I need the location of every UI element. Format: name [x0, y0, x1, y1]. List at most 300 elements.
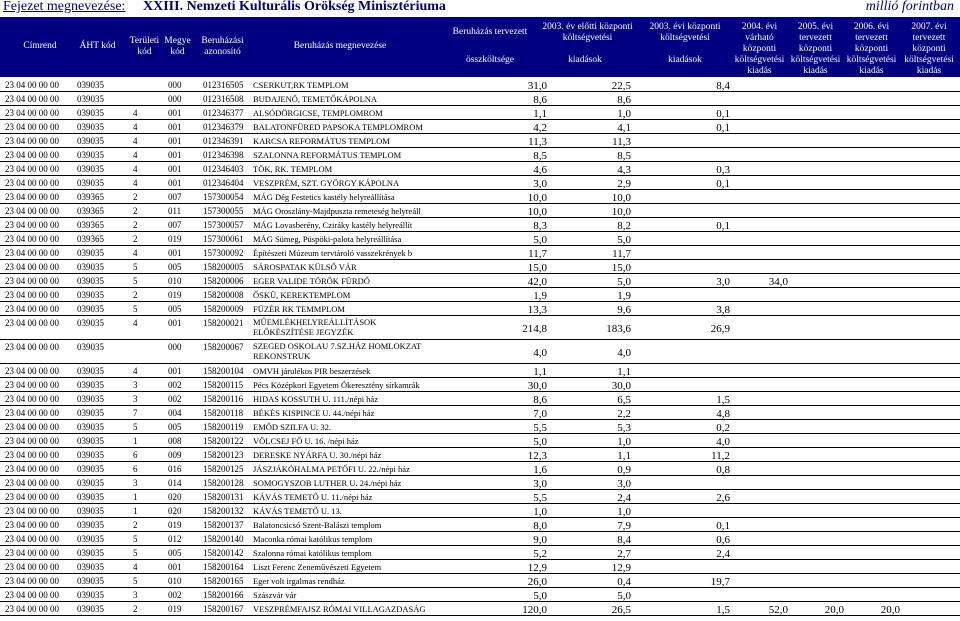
cell-elotti: 1,9 — [617, 290, 631, 302]
cell-teruleti: 1 — [133, 492, 138, 502]
cell-name: DERESKE NYÁRFA U. 30./népi ház — [253, 450, 382, 460]
cell-elotti: 11,7 — [612, 248, 631, 260]
cell-cimrend: 23 04 00 00 00 — [5, 408, 59, 418]
cell-azonosito: 158200165 — [203, 576, 244, 586]
col-2003: 2003. évi központi költségvetési — [649, 22, 721, 43]
cell-teruleti: 4 — [133, 318, 138, 328]
table-header — [0, 17, 960, 77]
cell-elotti: 2,7 — [617, 548, 631, 560]
cell-name: VESZPRÉMFAJSZ RÓMAI VILLAGAZDASÁG — [253, 604, 426, 614]
cell-name: Eger volt irgalmas rendház — [253, 576, 345, 586]
cell-osszkoltseg: 4,2 — [533, 122, 547, 134]
cell-megye: 005 — [168, 422, 182, 432]
cell-teruleti: 4 — [133, 122, 138, 132]
cell-name: KÁVÁS TEMETŐ U. 13. — [253, 506, 342, 516]
cell-cimrend: 23 04 00 00 00 — [5, 562, 59, 572]
col-megnevezes: Beruházás megnevezése — [293, 41, 387, 51]
cell-megye: 016 — [168, 464, 182, 474]
cell-teruleti: 4 — [133, 248, 138, 258]
cell-osszkoltseg: 12,3 — [527, 450, 547, 462]
cell-name: SZALONNA REFORMÁTUS TEMPLOM — [253, 150, 402, 160]
cell-teruleti: 4 — [133, 136, 138, 146]
cell-megye: 000 — [168, 94, 182, 104]
cell-2003: 3,0 — [716, 276, 730, 288]
cell-osszkoltseg: 5,5 — [533, 492, 547, 504]
cell-teruleti: 3 — [133, 380, 138, 390]
cell-aht: 039035 — [77, 450, 104, 460]
cell-cimrend: 23 04 00 00 00 — [5, 548, 59, 558]
table-row — [0, 176, 960, 190]
cell-teruleti: 5 — [133, 262, 138, 272]
cell-teruleti: 6 — [133, 464, 138, 474]
cell-osszkoltseg: 3,0 — [533, 178, 547, 190]
cell-teruleti: 2 — [133, 192, 138, 202]
table-row — [0, 148, 960, 162]
cell-azonosito: 012346398 — [203, 150, 244, 160]
cell-azonosito: 158200021 — [203, 318, 244, 328]
cell-osszkoltseg: 31,0 — [527, 80, 547, 92]
cell-name: Liszt Ferenc Zeneművészeti Egyetem — [253, 562, 382, 572]
cell-elotti: 22,5 — [611, 80, 631, 92]
cell-name: KÁVÁS TEMETŐ U. 11./népi ház — [253, 492, 373, 502]
cell-azonosito: 158200119 — [203, 422, 244, 432]
ministry-title: XXIII. Nemzeti Kulturális Örökség Minisztériuma — [143, 0, 446, 14]
cell-megye: 010 — [168, 576, 182, 586]
cell-elotti: 5,0 — [617, 276, 631, 288]
cell-name: EGER VALIDE TÖRÖK FÜRDŐ — [253, 276, 370, 286]
cell-osszkoltseg: 1,0 — [533, 506, 547, 518]
cell-megye: 005 — [168, 548, 182, 558]
table-row — [0, 288, 960, 302]
cell-name: OMVH járulékos PIR beszerzések — [253, 366, 371, 376]
cell-azonosito: 157300055 — [203, 206, 244, 216]
table-row — [0, 518, 960, 532]
cell-2004: 52,0 — [768, 604, 788, 616]
cell-cimrend: 23 04 00 00 00 — [5, 304, 59, 314]
cell-cimrend: 23 04 00 00 00 — [5, 464, 59, 474]
cell-osszkoltseg: 5,0 — [533, 436, 547, 448]
cell-osszkoltseg: 42,0 — [527, 276, 547, 288]
cell-osszkoltseg: 30,0 — [527, 380, 547, 392]
cell-teruleti: 5 — [133, 304, 138, 314]
cell-cimrend: 23 04 00 00 00 — [5, 164, 59, 174]
cell-megye: 020 — [168, 492, 182, 502]
cell-name: ALSÓDÖRGICSE, TEMPLOMROM — [253, 108, 383, 118]
cell-megye: 014 — [168, 478, 182, 488]
cell-aht: 039035 — [77, 122, 104, 132]
cell-teruleti: 5 — [133, 534, 138, 544]
cell-cimrend: 23 04 00 00 00 — [5, 108, 59, 118]
table-row — [0, 532, 960, 546]
cell-teruleti: 5 — [133, 576, 138, 586]
cell-cimrend: 23 04 00 00 00 — [5, 394, 59, 404]
cell-aht: 039035 — [77, 318, 104, 328]
table-row — [0, 434, 960, 448]
cell-aht: 039035 — [77, 366, 104, 376]
cell-megye: 001 — [168, 150, 182, 160]
cell-teruleti: 4 — [133, 366, 138, 376]
cell-teruleti: 3 — [133, 394, 138, 404]
cell-osszkoltseg: 9,0 — [533, 534, 547, 546]
col-osszkoltseg: összköltsége — [465, 55, 515, 65]
cell-name: SÁROSPATAK KÜLSŐ VÁR — [253, 262, 357, 272]
cell-2003: 0,6 — [716, 534, 730, 546]
cell-cimrend: 23 04 00 00 00 — [5, 178, 59, 188]
cell-megye: 019 — [168, 290, 182, 300]
cell-2003: 26,9 — [710, 323, 730, 335]
cell-osszkoltseg: 214,8 — [522, 323, 547, 335]
cell-cimrend: 23 04 00 00 00 — [5, 576, 59, 586]
cell-teruleti: 3 — [133, 590, 138, 600]
cell-cimrend: 23 04 00 00 00 — [5, 262, 59, 272]
cell-osszkoltseg: 5,2 — [533, 548, 547, 560]
cell-megye: 001 — [168, 108, 182, 118]
col-2005: 2005. évi tervezett központi költségvetési kiadás — [790, 22, 841, 76]
cell-cimrend: 23 04 00 00 00 — [5, 506, 59, 516]
cell-aht: 039365 — [77, 206, 104, 216]
cell-elotti: 1,1 — [617, 450, 631, 462]
table-row — [0, 78, 960, 92]
table-row — [0, 232, 960, 246]
cell-2003: 0,8 — [716, 464, 730, 476]
table-row — [0, 504, 960, 518]
cell-name: VÖLCSEJ FŐ U. 16. /népi ház — [253, 436, 359, 446]
cell-name: KARCSA REFORMÁTUS TEMPLOM — [253, 136, 390, 146]
cell-name: MÁG Dég Festetics kastély helyreállítása — [253, 192, 395, 202]
cell-megye: 001 — [168, 562, 182, 572]
cell-osszkoltseg: 8,5 — [533, 150, 547, 162]
cell-megye: 001 — [168, 178, 182, 188]
cell-aht: 039035 — [77, 408, 104, 418]
cell-aht: 039035 — [77, 276, 104, 286]
cell-teruleti: 5 — [133, 548, 138, 558]
cell-cimrend: 23 04 00 00 00 — [5, 234, 59, 244]
cell-name: SZEGED OSKOLAU 7.SZ.HÁZ HOMLOKZAT REKONSTRUK — [253, 341, 422, 361]
table-body — [0, 78, 960, 616]
cell-megye: 011 — [168, 206, 182, 216]
cell-cimrend: 23 04 00 00 00 — [5, 422, 59, 432]
col-kiadasok1: kiadások — [568, 55, 602, 65]
cell-2003: 3,8 — [716, 304, 730, 316]
cell-azonosito: 012316505 — [203, 80, 244, 90]
cell-cimrend: 23 04 00 00 00 — [5, 436, 59, 446]
cell-azonosito: 012346403 — [203, 164, 244, 174]
cell-teruleti: 3 — [133, 478, 138, 488]
cell-azonosito: 158200128 — [203, 478, 244, 488]
cell-cimrend: 23 04 00 00 00 — [5, 604, 59, 614]
cell-osszkoltseg: 120,0 — [522, 604, 547, 616]
cell-osszkoltseg: 8,0 — [533, 520, 547, 532]
cell-elotti: 4,1 — [617, 122, 631, 134]
cell-aht: 039035 — [77, 164, 104, 174]
cell-name: BALATONFÜRED PAPSOKA TEMPLOMROM — [253, 122, 423, 132]
cell-osszkoltseg: 1,6 — [533, 464, 547, 476]
table-row — [0, 490, 960, 504]
table-row — [0, 120, 960, 134]
cell-teruleti: 6 — [133, 450, 138, 460]
cell-elotti: 1,0 — [617, 436, 631, 448]
table-row — [0, 92, 960, 106]
cell-osszkoltseg: 3,0 — [533, 478, 547, 490]
cell-name: Pécs Középkori Egyetem Ókeresztény sírkamrák — [253, 380, 420, 390]
cell-megye: 019 — [168, 234, 182, 244]
table-row — [0, 420, 960, 434]
cell-azonosito: 158200008 — [203, 290, 244, 300]
cell-2003: 11,2 — [711, 450, 730, 462]
table-row — [0, 274, 960, 288]
cell-elotti: 8,2 — [617, 220, 631, 232]
table-row — [0, 302, 960, 316]
cell-osszkoltseg: 4,6 — [533, 164, 547, 176]
cell-cimrend: 23 04 00 00 00 — [5, 192, 59, 202]
cell-teruleti: 2 — [133, 520, 138, 530]
cell-name: VESZPRÉM, SZT. GYÖRGY KÁPOLNA — [253, 178, 400, 188]
cell-teruleti: 4 — [133, 108, 138, 118]
cell-azonosito: 157300057 — [203, 220, 244, 230]
cell-2003: 8,4 — [716, 80, 730, 92]
cell-elotti: 5,0 — [617, 590, 631, 602]
cell-osszkoltseg: 8,3 — [533, 220, 547, 232]
cell-osszkoltseg: 8,6 — [533, 394, 547, 406]
table-row — [0, 448, 960, 462]
cell-elotti: 5,0 — [617, 234, 631, 246]
cell-elotti: 10,0 — [611, 192, 631, 204]
cell-aht: 039035 — [77, 380, 104, 390]
cell-teruleti: 2 — [133, 220, 138, 230]
cell-cimrend: 23 04 00 00 00 — [5, 290, 59, 300]
cell-megye: 001 — [168, 164, 182, 174]
cell-2003: 2,4 — [716, 548, 730, 560]
cell-elotti: 7,9 — [617, 520, 631, 532]
cell-azonosito: 158200005 — [203, 262, 244, 272]
cell-osszkoltseg: 10,0 — [527, 192, 547, 204]
cell-cimrend: 23 04 00 00 00 — [5, 492, 59, 502]
cell-megye: 020 — [168, 506, 182, 516]
cell-cimrend: 23 04 00 00 00 — [5, 122, 59, 132]
cell-name: JÁSZJÁKÓHALMA PETŐFI U. 22./népi ház — [253, 464, 410, 474]
cell-elotti: 4,3 — [617, 164, 631, 176]
table-row — [0, 190, 960, 204]
cell-cimrend: 23 04 00 00 00 — [5, 94, 59, 104]
table-row — [0, 588, 960, 602]
table-row — [0, 560, 960, 574]
cell-aht: 039035 — [77, 506, 104, 516]
cell-azonosito: 012346391 — [203, 136, 244, 146]
cell-teruleti: 4 — [133, 150, 138, 160]
cell-azonosito: 158200067 — [203, 342, 244, 352]
cell-azonosito: 158200118 — [203, 408, 244, 418]
cell-name: CSERKUT,RK TEMPLOM — [253, 80, 349, 90]
cell-name: SOMOGYSZOB LUTHER U. 24./népi ház — [253, 478, 402, 488]
cell-2005: 20,0 — [824, 604, 844, 616]
cell-aht: 039035 — [77, 492, 104, 502]
cell-elotti: 2,2 — [617, 408, 631, 420]
cell-elotti: 1,0 — [617, 108, 631, 120]
cell-megye: 001 — [168, 122, 182, 132]
cell-osszkoltseg: 10,0 — [527, 206, 547, 218]
cell-megye: 002 — [168, 590, 182, 600]
cell-aht: 039365 — [77, 192, 104, 202]
cell-elotti: 4,0 — [617, 347, 631, 359]
table-row — [0, 364, 960, 378]
table-row — [0, 378, 960, 392]
cell-megye: 001 — [168, 318, 182, 328]
cell-osszkoltseg: 4,0 — [533, 347, 547, 359]
table-row — [0, 260, 960, 274]
cell-teruleti: 1 — [133, 506, 138, 516]
cell-osszkoltseg: 11,3 — [528, 136, 547, 148]
cell-name: Építészeti Múzeum tervtároló vasszekrények b — [253, 248, 413, 258]
cell-name: BUDAJENŐ, TEMETŐKÁPOLNA — [253, 94, 378, 104]
table-row — [0, 462, 960, 476]
cell-osszkoltseg: 26,0 — [527, 576, 547, 588]
cell-azonosito: 158200166 — [203, 590, 244, 600]
cell-azonosito: 158200164 — [203, 562, 244, 572]
cell-azonosito: 158200115 — [203, 380, 244, 390]
cell-megye: 010 — [168, 276, 182, 286]
table-row — [0, 134, 960, 148]
cell-aht: 039035 — [77, 394, 104, 404]
cell-name: MŰEMLÉKHELYREÁLLÍTÁSOK ELŐKÉSZÍTÉSE JEGYZÉK — [253, 317, 377, 337]
cell-elotti: 1,0 — [617, 506, 631, 518]
cell-megye: 001 — [168, 136, 182, 146]
cell-2003: 0,1 — [716, 220, 730, 232]
cell-megye: 002 — [168, 380, 182, 390]
cell-megye: 019 — [168, 520, 182, 530]
table-row — [0, 204, 960, 218]
table-row — [0, 246, 960, 260]
cell-aht: 039035 — [77, 290, 104, 300]
cell-aht: 039365 — [77, 220, 104, 230]
cell-osszkoltseg: 13,3 — [527, 304, 547, 316]
cell-azonosito: 012346404 — [203, 178, 244, 188]
cell-teruleti: 4 — [133, 562, 138, 572]
cell-megye: 000 — [168, 80, 182, 90]
cell-azonosito: 157300061 — [203, 234, 244, 244]
cell-osszkoltseg: 1,9 — [533, 290, 547, 302]
cell-name: MÁG Lovasberény, Cziráky kastély helyreállít — [253, 220, 413, 230]
cell-azonosito: 157300054 — [203, 192, 244, 202]
cell-cimrend: 23 04 00 00 00 — [5, 366, 59, 376]
cell-teruleti: 5 — [133, 422, 138, 432]
cell-name: Szászvár vár — [253, 590, 297, 600]
cell-aht: 039035 — [77, 94, 104, 104]
cell-azonosito: 158200125 — [203, 464, 244, 474]
col-2004: 2004. évi várható központi költségvetési kiadás — [734, 22, 785, 76]
cell-aht: 039365 — [77, 234, 104, 244]
cell-azonosito: 158200116 — [203, 394, 244, 404]
cell-megye: 009 — [168, 450, 182, 460]
cell-2003: 1,5 — [716, 394, 730, 406]
cell-elotti: 10,0 — [611, 206, 631, 218]
cell-aht: 039035 — [77, 304, 104, 314]
cell-elotti: 2,9 — [617, 178, 631, 190]
cell-2004: 34,0 — [768, 276, 788, 288]
cell-aht: 039035 — [77, 262, 104, 272]
cell-elotti: 3,0 — [617, 478, 631, 490]
col-2007: 2007. évi tervezett központi költségvetési kiadás — [904, 22, 954, 76]
cell-azonosito: 158200142 — [203, 548, 244, 558]
cell-azonosito: 158200132 — [203, 506, 244, 516]
table-row — [0, 340, 960, 364]
cell-name: HIDAS KOSSUTH U. 111./népi ház — [253, 394, 378, 404]
cell-cimrend: 23 04 00 00 00 — [5, 478, 59, 488]
cell-teruleti: 4 — [133, 178, 138, 188]
cell-azonosito: 158200009 — [203, 304, 244, 314]
cell-cimrend: 23 04 00 00 00 — [5, 220, 59, 230]
cell-cimrend: 23 04 00 00 00 — [5, 450, 59, 460]
cell-teruleti: 4 — [133, 164, 138, 174]
table-row — [0, 316, 960, 340]
cell-megye: 002 — [168, 394, 182, 404]
cell-name: Szalonna római katólikus templom — [253, 548, 372, 558]
cell-2006: 20,0 — [880, 604, 900, 616]
cell-name: BÉKÉS KISPINCE U. 44./népi ház — [253, 408, 375, 418]
cell-elotti: 1,1 — [617, 366, 631, 378]
cell-azonosito: 158200104 — [203, 366, 244, 376]
cell-aht: 039035 — [77, 136, 104, 146]
cell-osszkoltseg: 5,0 — [533, 590, 547, 602]
cell-2003: 0,1 — [716, 178, 730, 190]
cell-elotti: 5,3 — [617, 422, 631, 434]
cell-osszkoltseg: 1,1 — [533, 108, 547, 120]
table-row — [0, 546, 960, 560]
cell-osszkoltseg: 1,1 — [533, 366, 547, 378]
col-megye: Megye kód — [164, 36, 191, 57]
cell-azonosito: 158200131 — [203, 492, 244, 502]
col-2006: 2006. évi tervezett központi költségvetési kiadás — [846, 22, 897, 76]
cell-elotti: 8,4 — [617, 534, 631, 546]
cell-aht: 039035 — [77, 534, 104, 544]
cell-megye: 005 — [168, 262, 182, 272]
cell-azonosito: 012346377 — [203, 108, 244, 118]
cell-azonosito: 158200137 — [203, 520, 244, 530]
cell-cimrend: 23 04 00 00 00 — [5, 80, 59, 90]
cell-aht: 039035 — [77, 150, 104, 160]
cell-cimrend: 23 04 00 00 00 — [5, 520, 59, 530]
cell-elotti: 15,0 — [611, 262, 631, 274]
cell-azonosito: 158200123 — [203, 450, 244, 460]
cell-elotti: 6,5 — [617, 394, 631, 406]
cell-cimrend: 23 04 00 00 00 — [5, 590, 59, 600]
cell-aht: 039035 — [77, 436, 104, 446]
cell-megye: 005 — [168, 304, 182, 314]
cell-azonosito: 158200006 — [203, 276, 244, 286]
cell-aht: 039035 — [77, 520, 104, 530]
table-row — [0, 218, 960, 232]
cell-name: TÖK, RK. TEMPLOM — [253, 164, 333, 174]
cell-name: ŐSKÜ, KEREKTEMPLOM — [253, 290, 351, 300]
cell-elotti: 0,4 — [617, 576, 631, 588]
cell-elotti: 183,6 — [606, 323, 631, 335]
cell-azonosito: 158200122 — [203, 436, 244, 446]
cell-name: FÜZÉR RK TEMMPLOM — [253, 304, 345, 314]
table-row — [0, 476, 960, 490]
cell-teruleti: 2 — [133, 604, 138, 614]
cell-2003: 2,6 — [716, 492, 730, 504]
table-row — [0, 602, 960, 616]
cell-cimrend: 23 04 00 00 00 — [5, 318, 59, 328]
cell-osszkoltseg: 8,6 — [533, 94, 547, 106]
cell-osszkoltseg: 5,5 — [533, 422, 547, 434]
cell-aht: 039035 — [77, 422, 104, 432]
cell-osszkoltseg: 11,7 — [528, 248, 547, 260]
cell-osszkoltseg: 5,0 — [533, 234, 547, 246]
cell-2003: 0,1 — [716, 520, 730, 532]
cell-elotti: 0,9 — [617, 464, 631, 476]
cell-aht: 039035 — [77, 248, 104, 258]
cell-2003: 0,2 — [716, 422, 730, 434]
